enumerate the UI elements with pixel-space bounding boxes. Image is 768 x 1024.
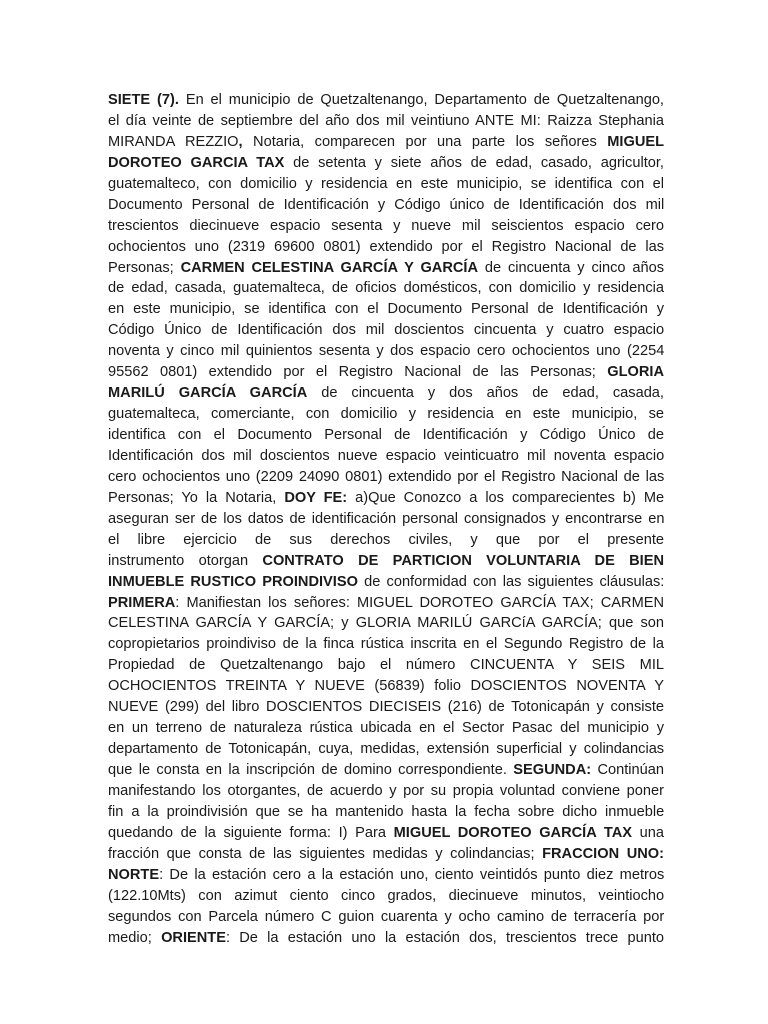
bold-text: NORTE	[108, 866, 160, 883]
body-text: el día veinte de septiembre del año dos mil veintiuno ANTE MI: Raizza Stephania	[108, 112, 664, 129]
text-line	[108, 90, 664, 111]
body-text: : De la estación uno la estación dos, trescientos trece punto	[225, 929, 664, 946]
text-line	[108, 572, 664, 593]
text-line	[108, 886, 664, 907]
bold-text: DOROTEO GARCIA TAX	[108, 154, 285, 171]
body-text: MIRANDA REZZIO	[108, 133, 239, 150]
body-text: CELESTINA GARCÍA Y GARCÍA; y GLORIA MARILÚ GARCíA GARCÍA; que son	[108, 615, 664, 632]
bold-text: SIETE (7).	[108, 92, 179, 108]
body-text: que le consta en la inscripción de domino correspondiente.	[108, 762, 514, 778]
text-line	[108, 488, 664, 509]
text-line	[108, 676, 664, 697]
body-text: Personas;	[108, 259, 181, 276]
bold-text: CONTRATO DE PARTICION VOLUNTARIA DE BIEN	[262, 552, 664, 569]
text-line	[108, 446, 664, 467]
body-text: en este municipio, se identifica con el Documento Personal de Identificación y	[108, 301, 664, 318]
text-line	[108, 237, 664, 258]
body-text: departamento de Totonicapán, cuya, medidas, extensión superficial y colindancias	[108, 741, 664, 758]
body-text: guatemalteca, comerciante, con domicilio y residencia en este municipio, se	[108, 406, 664, 423]
text-line	[108, 132, 664, 153]
text-line	[108, 613, 664, 634]
text-line	[108, 844, 664, 865]
body-text: Propiedad de Quetzaltenango bajo el número CINCUENTA Y SEIS MIL	[108, 657, 664, 674]
text-line	[108, 551, 664, 572]
body-text: quedando de la siguiente forma: I) Para	[108, 824, 394, 841]
body-text: manifestando los otorgantes, de acuerdo y por su propia voluntad conviene poner	[108, 782, 664, 799]
body-text: de cincuenta y cinco años	[478, 259, 664, 276]
bold-text: MIGUEL	[607, 133, 664, 150]
text-line	[108, 320, 664, 341]
bold-text: FRACCION UNO:	[542, 845, 664, 862]
body-text: Código Único de Identificación dos mil doscientos cincuenta y cuatro espacio	[108, 322, 664, 339]
body-text: instrumento otorgan	[108, 552, 263, 569]
text-line	[108, 216, 664, 237]
bold-text: INMUEBLE RUSTICO PROINDIVISO	[108, 573, 358, 590]
document-page	[108, 90, 664, 948]
body-text: (122.10Mts) con azimut ciento cinco grados, diecinueve minutos, veintiocho	[108, 887, 664, 904]
body-text: Documento Personal de Identificación y Código único de Identificación dos mil	[108, 196, 664, 213]
body-text: noventa y cinco mil quinientos sesenta y dos espacio cero ochocientos uno (2254	[108, 343, 664, 360]
text-line	[108, 111, 664, 132]
bold-text: SEGUNDA:	[513, 762, 592, 778]
body-text: fin a la proindivisión que se ha mantenido hasta la fecha sobre dicho inmueble	[108, 803, 664, 820]
text-line	[108, 341, 664, 362]
body-text: cero ochocientos uno (2209 24090 0801) extendido por el Registro Nacional de las	[108, 468, 664, 485]
text-line	[108, 404, 664, 425]
text-line	[108, 718, 664, 739]
text-line	[108, 174, 664, 195]
body-text: a)Que Conozco a los comparecientes b) Me	[347, 489, 664, 506]
bold-text: MARILÚ GARCÍA GARCÍA	[108, 385, 308, 402]
text-line	[108, 467, 664, 488]
text-line	[108, 425, 664, 446]
text-line	[108, 593, 664, 614]
text-line	[108, 739, 664, 760]
body-text: Continúan	[591, 762, 664, 778]
text-line	[108, 634, 664, 655]
body-text: de setenta y siete años de edad, casado, agricultor,	[284, 154, 664, 171]
text-line	[108, 655, 664, 676]
body-text: ochocientos uno (2319 69600 0801) extendido por el Registro Nacional de las	[108, 238, 664, 255]
text-line	[108, 362, 664, 383]
body-text: Notaria, comparecen por una parte los señores	[242, 133, 608, 150]
body-text: trescientos diecinueve espacio sesenta y nueve mil seiscientos espacio cero	[108, 217, 664, 234]
body-text: de edad, casada, guatemalteca, de oficios domésticos, con domicilio y residencia	[108, 280, 664, 297]
text-line	[108, 299, 664, 320]
body-text: Identificación dos mil doscientos nueve espacio veinticuatro mil noventa espacio	[108, 447, 664, 464]
text-line	[108, 195, 664, 216]
text-line	[108, 697, 664, 718]
text-line	[108, 865, 664, 886]
text-line	[108, 760, 664, 781]
body-text: segundos con Parcela número C guion cuarenta y ocho camino de terracería por	[108, 908, 664, 925]
body-text: En el municipio de Quetzaltenango, Departamento de Quetzaltenango,	[178, 92, 664, 108]
body-text: 95562 0801) extendido por el Registro Nacional de las Personas;	[108, 364, 608, 381]
body-text: medio;	[108, 929, 162, 946]
body-text: NUEVE (299) del libro DOSCIENTOS DIECISEIS (216) de Totonicapán y consiste	[108, 699, 664, 716]
bold-text: GLORIA	[607, 364, 664, 381]
body-text: OCHOCIENTOS TREINTA Y NUEVE (56839) folio DOSCIENTOS NOVENTA Y	[108, 678, 664, 695]
text-line	[108, 278, 664, 299]
body-text: Personas; Yo la Notaria,	[108, 489, 285, 506]
body-text: guatemalteco, con domicilio y residencia en este municipio, se identifica con el	[108, 175, 664, 192]
bold-text: ,	[238, 133, 243, 150]
body-text: el libre ejercicio de sus derechos civiles, y que por el presente	[108, 531, 664, 548]
text-line	[108, 383, 664, 404]
body-text: de conformidad con las siguientes cláusulas:	[357, 573, 664, 590]
body-text: en un terreno de naturaleza rústica ubicada en el Sector Pasac del municipio y	[108, 720, 664, 737]
text-line	[108, 530, 664, 551]
bold-text: PRIMERA	[108, 594, 176, 611]
text-line	[108, 802, 664, 823]
bold-text: ORIENTE	[161, 929, 226, 946]
body-text: aseguran ser de los datos de identificación personal consignados y encontrarse en	[108, 510, 664, 527]
body-text: : Manifiestan los señores: MIGUEL DOROTEO GARCÍA TAX; CARMEN	[175, 594, 664, 611]
text-line	[108, 907, 664, 928]
bold-text: DOY FE:	[284, 489, 348, 506]
body-text: identifica con el Documento Personal de Identificación y Código Único de	[108, 427, 664, 443]
text-line	[108, 823, 664, 844]
text-line	[108, 928, 664, 949]
bold-text: CARMEN CELESTINA GARCÍA Y GARCÍA	[180, 259, 479, 276]
body-text: una	[631, 824, 664, 841]
text-line	[108, 258, 664, 279]
text-line	[108, 509, 664, 530]
text-line	[108, 153, 664, 174]
body-text: copropietarios proindiviso de la finca rústica inscrita en el Segundo Registro de la	[108, 636, 664, 653]
body-text: : De la estación cero a la estación uno, ciento veintidós punto diez metros	[159, 866, 664, 883]
body-text: de cincuenta y dos años de edad, casada,	[307, 385, 664, 402]
bold-text: MIGUEL DOROTEO GARCÍA TAX	[393, 824, 632, 841]
body-text: fracción que consta de las siguientes medidas y colindancias;	[108, 845, 543, 862]
text-line	[108, 781, 664, 802]
